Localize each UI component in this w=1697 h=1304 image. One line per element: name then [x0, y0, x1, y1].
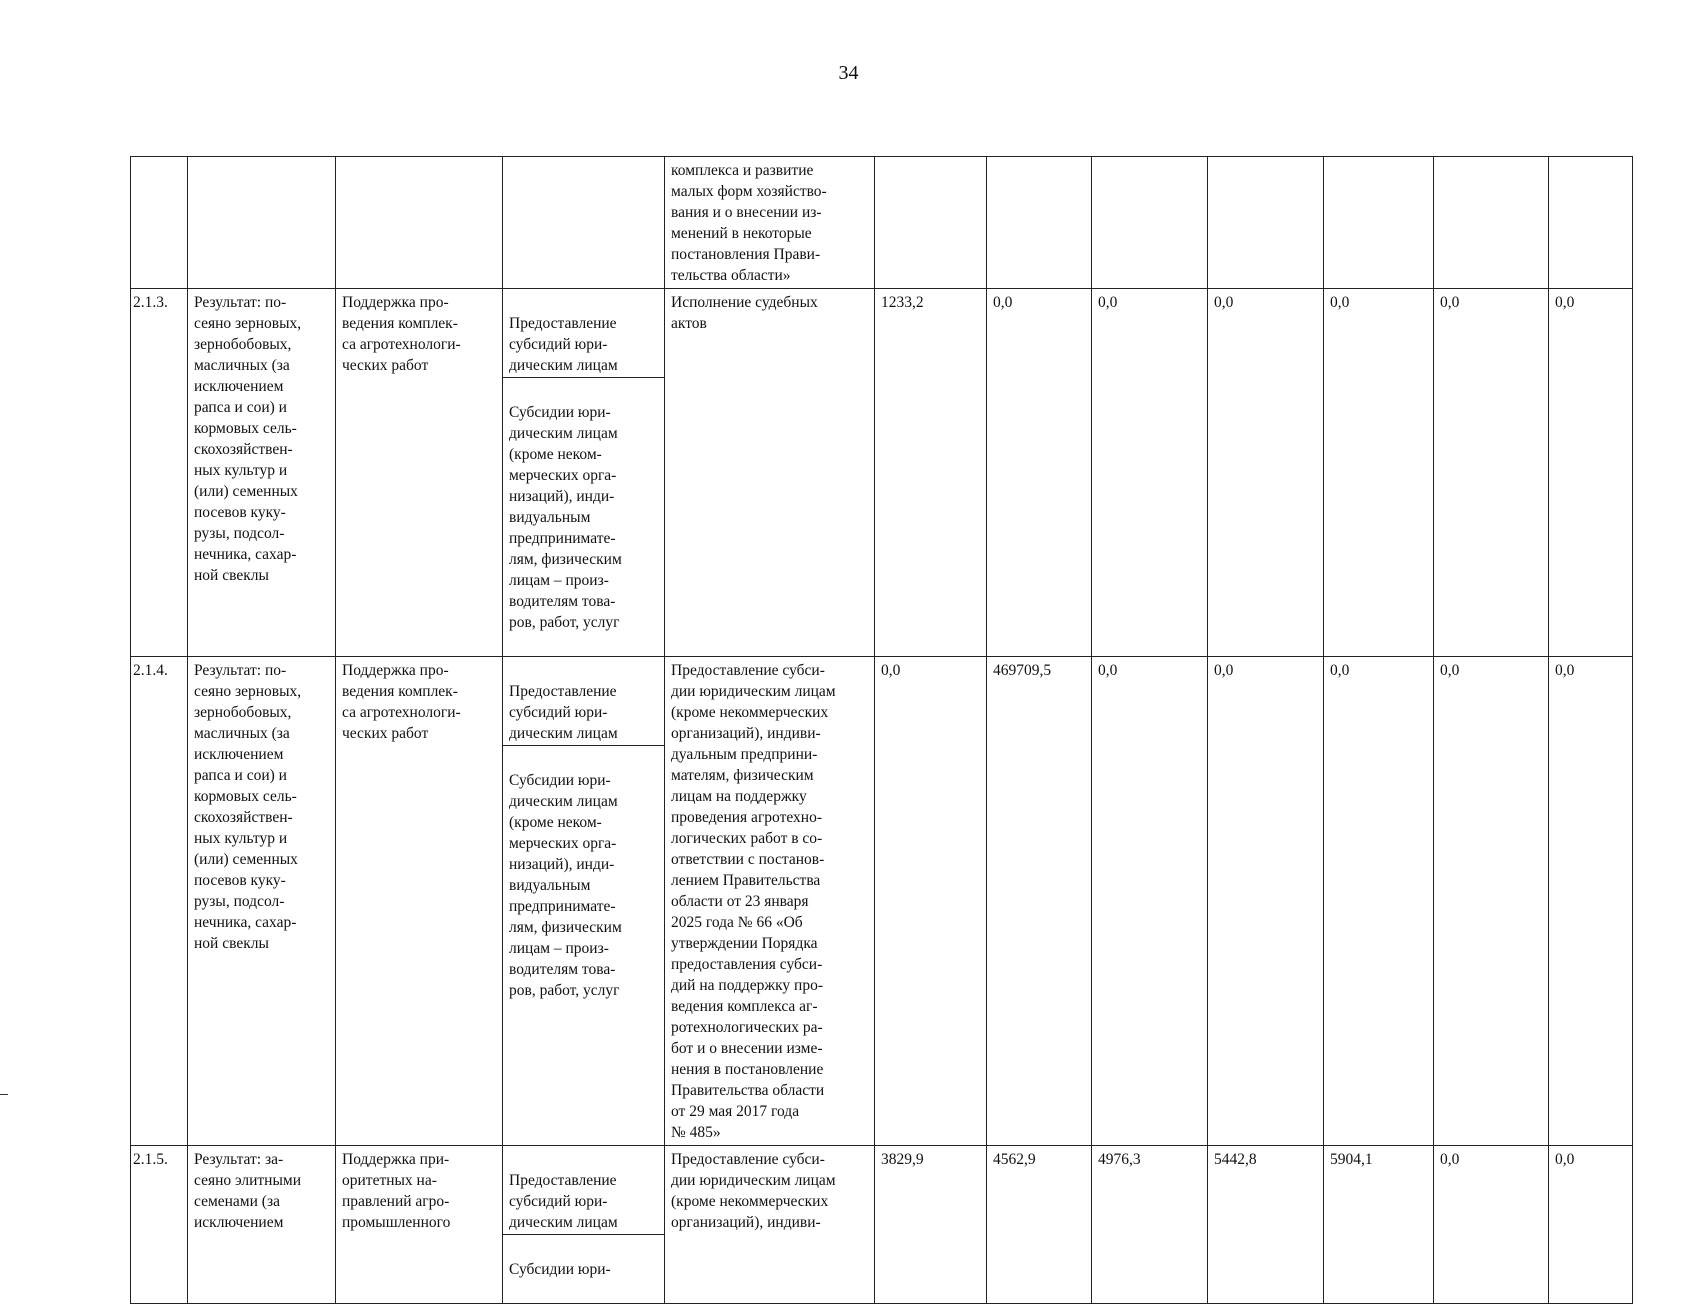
cell-basis: Предоставление субси- дии юридическим лицам (кроме некоммерческих организаций), индиви-	[665, 1146, 875, 1304]
measure-type: Предоставление субсидий юри- дическим лицам	[503, 310, 664, 378]
cell-value: 0,0	[1324, 657, 1434, 1146]
cell-value: 0,0	[1208, 289, 1324, 657]
cell-number: 2.1.5.	[131, 1146, 188, 1304]
cell-value: 0,0	[1324, 289, 1434, 657]
cell-value	[1434, 157, 1549, 289]
cell-value: 0,0	[875, 657, 987, 1146]
cell-result	[188, 157, 336, 289]
cell-value: 0,0	[1434, 289, 1549, 657]
cell-measure	[503, 1146, 665, 1304]
cell-value: 0,0	[1092, 657, 1208, 1146]
cell-value	[987, 157, 1092, 289]
cell-measure	[503, 657, 665, 1146]
cell-basis: комплекса и развитие малых форм хозяйство- вания и о внесении из- менений в некоторые постановления Прави- тельства области»	[665, 157, 875, 289]
measures-table	[130, 156, 1633, 1304]
cell-value: 0,0	[1434, 657, 1549, 1146]
cell-basis: Исполнение судебных актов	[665, 289, 875, 657]
cell-result: Результат: за- сеяно элитными семенами (за исключением	[188, 1146, 336, 1304]
cell-value	[1208, 157, 1324, 289]
page-number: 34	[838, 62, 859, 84]
measure-type: Предоставление субсидий юри- дическим лицам	[503, 1167, 664, 1235]
cell-direction: Поддержка при- оритетных на- правлений агро- промышленного	[336, 1146, 503, 1304]
cell-measure	[503, 289, 665, 657]
cell-basis: Предоставление субси- дии юридическим лицам (кроме некоммерческих организаций), индиви- дуальным предприни- мателям, физическим лицам на поддержку проведения агротехно- логических работ в со- ответствии с постанов- лением Правительства области от 23 января 2025 года № 66 «Об утверждении Порядка предоставления субси- дий на поддержку про- ведения комплекса аг- ротехнологических ра- бот и о внесении изме- нения в постановление Правительства области от 29 мая 2017 года № 485»	[665, 657, 875, 1146]
cell-direction: Поддержка про- ведения комплек- са агротехнологи- ческих работ	[336, 657, 503, 1146]
cell-measure	[503, 157, 665, 289]
cell-value	[1092, 157, 1208, 289]
table-row-2-1-4	[131, 657, 1633, 1146]
cell-value: 469709,5	[987, 657, 1092, 1146]
cell-direction: Поддержка про- ведения комплек- са агротехнологи- ческих работ	[336, 289, 503, 657]
cell-value: 1233,2	[875, 289, 987, 657]
cell-number: 2.1.3.	[131, 289, 188, 657]
cell-value: 0,0	[1434, 1146, 1549, 1304]
cell-number	[131, 157, 188, 289]
table-row-2-1-3	[131, 289, 1633, 657]
measure-recipients: Субсидии юри-	[509, 1261, 611, 1278]
cell-direction	[336, 157, 503, 289]
cell-value: 5442,8	[1208, 1146, 1324, 1304]
cell-number: 2.1.4.	[131, 657, 188, 1146]
cell-value	[875, 157, 987, 289]
cell-value: 4562,9	[987, 1146, 1092, 1304]
cell-value: 0,0	[1092, 289, 1208, 657]
cell-value: 0,0	[987, 289, 1092, 657]
cell-value: 0,0	[1549, 1146, 1633, 1304]
cell-result: Результат: по- сеяно зерновых, зернобобовых, масличных (за исключением рапса и сои) и кормовых сель- скохозяйствен- ных культур и (или) семенных посевов куку- рузы, подсол- нечника, сахар- ной свеклы	[188, 657, 336, 1146]
measure-recipients: Субсидии юри- дическим лицам (кроме неком- мерческих орга- низаций), инди- видуальным предпринимате- лям, физическим лицам – произ- водителям това- ров, работ, услуг	[509, 772, 622, 999]
cell-value: 0,0	[1549, 657, 1633, 1146]
cell-value	[1549, 157, 1633, 289]
table-row-2-1-5	[131, 1146, 1633, 1304]
cell-value: 4976,3	[1092, 1146, 1208, 1304]
margin-mark	[0, 1094, 8, 1095]
table-row-continuation	[131, 157, 1633, 289]
cell-value: 3829,9	[875, 1146, 987, 1304]
cell-value: 5904,1	[1324, 1146, 1434, 1304]
cell-value: 0,0	[1549, 289, 1633, 657]
cell-value	[1324, 157, 1434, 289]
cell-result: Результат: по- сеяно зерновых, зернобобовых, масличных (за исключением рапса и сои) и кормовых сель- скохозяйствен- ных культур и (или) семенных посевов куку- рузы, подсол- нечника, сахар- ной свеклы	[188, 289, 336, 657]
measure-recipients: Субсидии юри- дическим лицам (кроме неком- мерческих орга- низаций), инди- видуальным предпринимате- лям, физическим лицам – произ- водителям това- ров, работ, услуг	[509, 404, 622, 631]
measure-type: Предоставление субсидий юри- дическим лицам	[503, 678, 664, 746]
cell-value: 0,0	[1208, 657, 1324, 1146]
